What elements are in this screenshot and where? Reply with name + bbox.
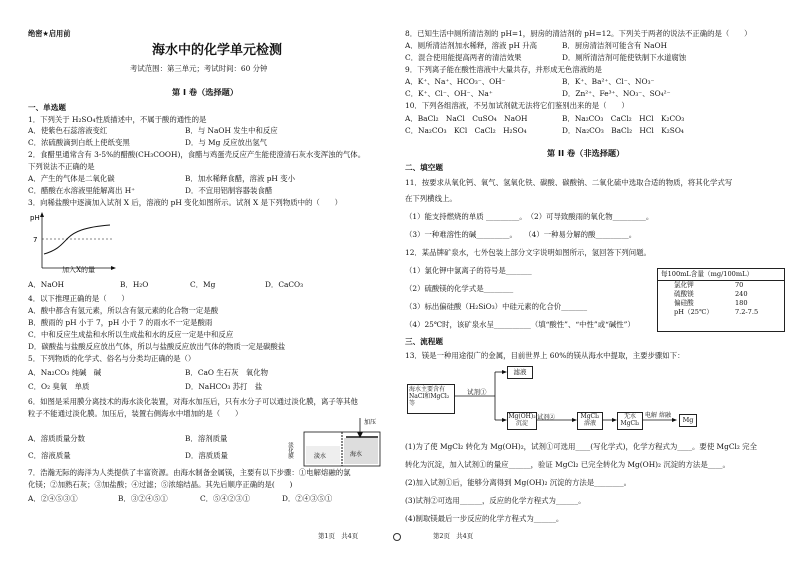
flow-precipitate-box: Mg(OH)₂ 沉淀 — [507, 412, 537, 430]
q3-option-c: C．Mg — [190, 280, 216, 289]
q7-option-a: A．②④⑤③① — [28, 494, 78, 503]
table-row — [670, 281, 762, 290]
q4-option-d: D．碳酸盐与盐酸反应放出气体，所以与盐酸反应放出气体的物质一定是碳酸盐 — [28, 342, 286, 351]
flow-mg-box: Mg — [679, 414, 697, 427]
q10-stem: 10．下列各组溶液，不另加试剂就无法将它们鉴别出来的是（ ） — [405, 101, 629, 110]
q12-line4: （4）25℃时，该矿泉水呈__________（填“酸性”、“中性”或“碱性”） — [405, 320, 635, 329]
row-name: pH（25℃） — [674, 308, 713, 316]
right-page — [397, 0, 794, 561]
q4-option-a: A．酸中都含有氢元素，所以含有氢元素的化合物一定是酸 — [28, 306, 219, 315]
mineral-water-label-table — [657, 268, 785, 332]
q7-option-b: B．③②④⑤① — [118, 494, 168, 503]
q8-stem: 8．已知生活中厕所清洁剂的 pH=1，厨房的清洁剂的 pH=12。下列关于两者的说法不正确的是（ ） — [405, 29, 752, 38]
q6-option-c: C．溶液质量 — [28, 451, 71, 460]
q11-stem-cont: 在下列横线上。 — [405, 194, 457, 203]
q12-stem: 12．某品牌矿泉水，七外包装上部分文字说明如图所示，氢回答下列问题。 — [405, 248, 651, 257]
q11-line2: （3）一种难溶性的碱_________。 （4）一种易分解的酸_________。 — [405, 230, 637, 239]
q6-option-b: B．溶剂质量 — [185, 434, 228, 443]
q5-stem: 5．下列物质的化学式、俗名与分类均正确的是（） — [28, 354, 196, 363]
q8-option-a: A．厕所清洁剂加水稀释，溶液 pH 升高 — [405, 41, 538, 50]
q4-option-b: B．酸雨的 pH 小于 7，pH 小于 7 的雨水不一定是酸雨 — [28, 318, 213, 327]
flow-seawater-box: 海水主要含有NaCl和MgCl₂等 — [407, 384, 455, 414]
q7-stem-cont: 化镁；②加熟石灰；③加盐酸；④过滤；⑤浓缩结晶。其先后顺序正确的是( ) — [28, 480, 293, 489]
flow-mgcl2-solution-box: MgCl₂ 溶液 — [577, 412, 603, 430]
flow-filtrate-box: 滤液 — [507, 366, 533, 379]
row-name: 氯化钾 — [674, 281, 694, 289]
confidential-label: 绝密★启用前 — [28, 29, 71, 38]
q7-option-c: C．⑤④②③① — [200, 494, 250, 503]
q8-option-d: D．厕所清洁剂可能使铁制下水道腐蚀 — [562, 53, 687, 62]
q3-graph-x-label: 加入X的量 — [62, 266, 95, 274]
q2-stem: 2．食醋里通常含有 3-5%的醋酸(CH₃COOH)，食醋与鸡蛋壳反应产生能使澄清石灰水变浑浊的气体。 — [28, 150, 366, 159]
row-value: 70 — [734, 281, 744, 289]
q10-option-b: B．Na₂CO₃ CaCl₂ HCl K₂CO₃ — [562, 114, 685, 123]
q2-option-a: A．产生的气体是二氧化碳 — [28, 174, 115, 183]
q1-option-d: D．与 Mg 反应放出氢气 — [185, 138, 268, 147]
table-header: 每100mL含量（mg/100mL） — [658, 269, 784, 281]
table-row — [670, 299, 762, 308]
q9-option-c: C．K⁺、Cl⁻、OH⁻、Na⁺ — [405, 89, 493, 98]
q6-label-fresh: 淡水 — [314, 453, 327, 460]
q6-option-a: A．溶质质量分数 — [28, 434, 86, 443]
q6-option-d: D．溶质质量 — [185, 451, 228, 460]
table-row — [670, 308, 762, 317]
exam-info: 考试范围：第三单元；考试时间：60 分钟 — [130, 64, 268, 73]
q6-stem: 6．如图是采用膜分离技术的海水淡化装置，对海水加压后，只有水分子可以通过淡化膜，离子等其他 — [28, 397, 358, 406]
q12-line3: （3）标出偏硅酸（H₂SiO₃）中硅元素的化合价_______ — [405, 302, 588, 311]
q4-stem: 4．以下推理正确的是（ ） — [28, 294, 129, 303]
q8-option-c: C．混合使用能提高两者的清洁效果 — [405, 53, 522, 62]
mineral-table — [670, 281, 762, 317]
q6-label-sea: 海水 — [350, 451, 363, 458]
q3-option-d: D．CaCO₃ — [265, 280, 304, 289]
q3-option-b: B．H₂O — [120, 280, 149, 289]
q10-option-d: D．Na₂CO₃ BaCl₂ HCl K₂SO₄ — [562, 126, 684, 135]
q10-option-a: A．BaCl₂ NaCl CuSO₄ NaOH — [405, 114, 528, 123]
exam-title: 海水中的化学单元检测 — [152, 43, 283, 58]
q12-line2: （2）硫酸镁的化学式是________ — [405, 284, 514, 293]
flow-anhydrous-box: 无水 MgCl₂ — [617, 412, 643, 430]
q5-option-d: D．NaHCO₃ 苏打 盐 — [185, 382, 263, 391]
q9-option-a: A．K⁺、Na⁺、HCO₃⁻、OH⁻ — [405, 77, 506, 86]
section-single-choice: 一、单选题 — [28, 103, 66, 112]
flow-reagent2-label: 试剂② — [537, 414, 556, 421]
q2-option-d: D．不宜用铝制容器装食醋 — [185, 186, 273, 195]
row-name: 偏硅酸 — [674, 299, 694, 307]
q13-stem: 13．镁是一种用途很广的金属，目前世界上 60%的镁从海水中提取，主要步骤如下： — [405, 351, 685, 360]
q2-option-c: C．醋酸在水溶液里能解离出 H⁺ — [28, 186, 136, 195]
q3-graph-y-label: pH — [30, 214, 40, 222]
section-fill-blank: 二、填空题 — [405, 163, 443, 172]
q2-option-b: B．加水稀释食醋，溶液 pH 变小 — [185, 174, 295, 183]
q6-desalination-diagram — [288, 416, 384, 468]
q3-graph-tick: 7 — [33, 236, 38, 244]
flow-electrolysis-label: 电解 熔融 — [645, 412, 671, 419]
q1-stem: 1．下列关于 H₂SO₄性质描述中，不属于酸的通性的是 — [28, 115, 207, 124]
q7-stem: 7．浩瀚无际的海洋为人类提供了丰富资源。由海水制备金属镁，主要有以下步骤：①电解熔融的氯 — [28, 468, 351, 477]
q13-part1-cont: 转化为沉淀，加入试剂①的量应______，验证 MgCl₂ 已完全转化为 Mg(OH)₂ 沉淀的方法是____。 — [405, 460, 730, 469]
q1-option-c: C．浓硫酸滴到白纸上使纸变黑 — [28, 138, 130, 147]
q13-part3: (3)试剂②可选用______，反应的化学方程式为______。 — [405, 496, 586, 505]
footer-page-right: 第2页 共4页 — [433, 532, 474, 540]
q5-option-a: A．Na₂CO₃ 纯碱 碱 — [28, 368, 102, 377]
q3-option-a: A．NaOH — [28, 280, 65, 289]
flow-reagent1-label: 试剂① — [467, 388, 487, 396]
q9-option-b: B．K⁺、Ba²⁺、Cl⁻、NO₃⁻ — [562, 77, 655, 86]
part1-title: 第 I 卷（选择题） — [172, 87, 239, 97]
row-value: 240 — [734, 290, 748, 298]
q5-option-b: B．CaO 生石灰 氧化物 — [185, 368, 269, 377]
q9-stem: 9．下列离子能在酸性溶液中大量共存，并形成无色溶液的是 — [405, 65, 602, 74]
q7-option-d: D．②④③⑤① — [282, 494, 333, 503]
row-value: 7.2-7.5 — [734, 308, 759, 316]
q3-stem: 3．向稀盐酸中逐滴加入试剂 X 后，溶液的 pH 变化如图所示。试剂 X 是下列物质中的（ ） — [28, 198, 342, 207]
row-name: 硫酸镁 — [674, 290, 694, 298]
q1-option-b: B．与 NaOH 发生中和反应 — [185, 126, 278, 135]
q9-option-d: D．Zn²⁺、Fe³⁺、NO₃⁻、SO₄²⁻ — [562, 89, 671, 98]
q13-part2: (2)加入试剂①后，能够分离得到 Mg(OH)₂ 沉淀的方法是________。 — [405, 478, 632, 487]
q8-option-b: B．厨房清洁剂可能含有 NaOH — [562, 41, 668, 50]
footer-page-left: 第1页 共4页 — [318, 532, 359, 540]
q11-stem: 11．按要求从氧化钙、氧气、氢氧化铁、碳酸、碳酸钠、二氧化硫中选取合适的物质，将其化学式写 — [405, 178, 733, 187]
part2-title: 第 II 卷（非选择题） — [547, 148, 625, 158]
q12-line1: （1）氯化钾中氯离子的符号是_______ — [405, 266, 532, 275]
table-row — [670, 290, 762, 299]
q6-label-membrane: 淡化膜 — [287, 442, 293, 459]
q6-stem-cont: 粒子不能通过淡化膜。加压后，装置右侧海水中增加的是（ ） — [28, 409, 243, 418]
section-flow: 三、流程题 — [405, 337, 443, 346]
q13-part1: (1)为了使 MgCl₂ 转化为 Mg(OH)₂，试剂①可选用____(写化学式)，化学方程式为____。要使 MgCl₂ 完全 — [405, 442, 757, 451]
q13-part4: (4)制取镁最后一步反应的化学方程式为______。 — [405, 514, 564, 523]
q5-option-c: C．O₂ 臭氧 单质 — [28, 382, 90, 391]
q10-option-c: C．Na₂CO₃ KCl CaCl₂ H₂SO₄ — [405, 126, 527, 135]
q11-line1: （1）能支持燃烧的单质 _________。 （2）可导致酸雨的氧化物_________。 — [405, 212, 654, 221]
q4-option-c: C．中和反应生成盐和水所以生成盐和水的反应一定是中和反应 — [28, 330, 234, 339]
q6-label-pressure: 加压 — [364, 419, 377, 426]
row-value: 180 — [734, 299, 748, 307]
q2-stem-cont: 下列说法不正确的是 — [28, 162, 95, 171]
q1-option-a: A．使紫色石蕊溶液变红 — [28, 126, 108, 135]
